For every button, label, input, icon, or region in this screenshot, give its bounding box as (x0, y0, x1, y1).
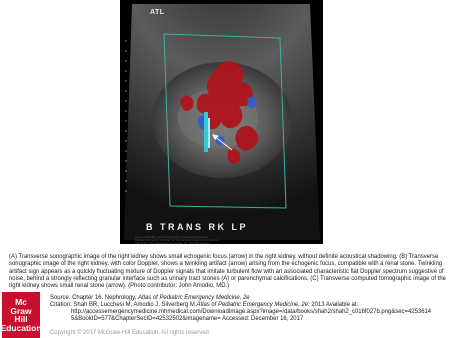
credit-line: Copyright © The McGraw-Hill Companies, Inc. All rights reserved. (135, 242, 211, 246)
citation-suffix: ; 2013 Available at: (308, 302, 359, 309)
ultrasound-scan-graphic (120, 0, 323, 244)
image-label (146, 222, 248, 232)
twinkling-artifact (204, 112, 208, 152)
citation-url-continued: 5&BookID=577&ChapterSecID=42532502&imagename= Accessed: December 16, 2017 (71, 316, 304, 323)
logo-line: Education (0, 322, 42, 333)
copyright-notice: Copyright © 2017 McGraw-Hill Education. All rights reserved (50, 330, 209, 336)
logo-line: Graw (10, 305, 32, 316)
publisher-logo (2, 292, 40, 338)
source-line (50, 295, 448, 302)
image-credit (135, 236, 235, 245)
twinkling-artifact-core (208, 118, 210, 148)
view-label: TRANS RK LP (160, 222, 249, 232)
citation-prefix: Citation: Shah BR, Lucchesi M, Amodio J, Silverberg M (50, 302, 197, 309)
ultrasound-image (120, 0, 323, 244)
source-prefix: Source: Chapter 16. Nephrology, (50, 295, 139, 301)
image-orientation-tag: ATL (150, 9, 165, 16)
panel-letter: B (146, 222, 155, 232)
citation-book-title: Atlas of Pediatric Emergency Medicine, 2e (196, 302, 309, 309)
citation-url[interactable]: http://accessemergencymedicine.mhmedical.com/DownloadImage.aspx?image=/data/books/shah2/shah2_c016f027b.png&sec=4253614 (71, 309, 432, 316)
logo-line: Mc (15, 297, 27, 307)
logo-line: Hill (14, 314, 28, 324)
credit-line: Pediatric Emergency Medicine, 2e: www.accessemergencymedicine.com (135, 239, 219, 243)
credit-line: Source: Shah BR, Lucchesi M, Amodio J, Silverberg M: Atlas of (135, 236, 208, 239)
source-book-title: Atlas of Pediatric Emergency Medicine, 2e (138, 295, 250, 301)
citation-block (50, 295, 448, 323)
citation-line (50, 302, 448, 309)
figure-caption: (A) Transverse sonographic image of the right kidney shows small echogenic focus (arrow) in the right kidney, without definite acoustical shadowing. (B) Transverse sonographic image of the right kidney, with color Doppler, shows a twinkling artifact (arrow) arising from the echogenic focus, compatible with a renal stone. Twinkling artifact sign appears as a quickly fluctuating mixture of Doppler signals that imitate turbulent flow with an associated characteristic flat Doppler spectrum suggestive of noise, behind a strongly reflecting granular interface such as urinary tract stones (A) or parenchymal calcifications. (C) Transverse computed tomographic image of the right kidney shows small renal stone (arrow). (Photo contributor: John Amodio, MD.) (9, 254, 446, 290)
